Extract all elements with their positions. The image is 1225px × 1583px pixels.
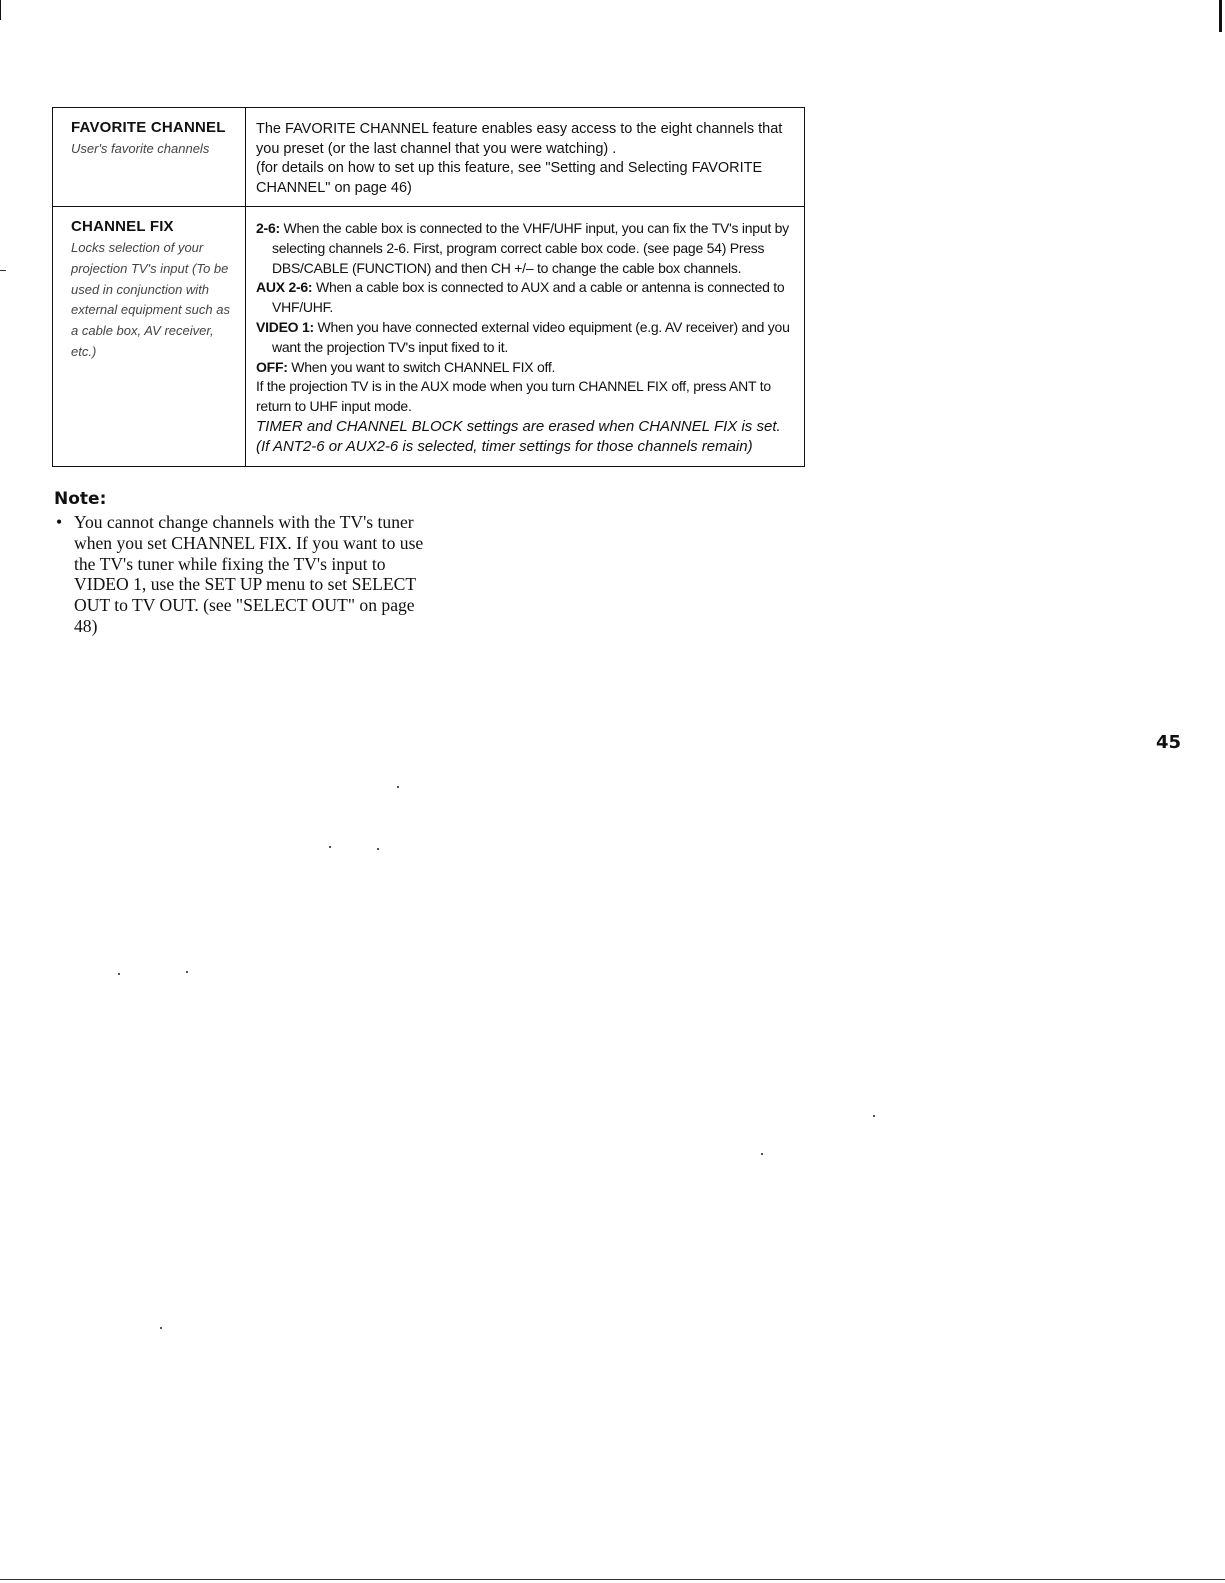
option-item bbox=[256, 318, 796, 358]
option-key: OFF: bbox=[256, 358, 288, 375]
option-item bbox=[256, 278, 796, 318]
italic-warning: TIMER and CHANNEL BLOCK settings are erased when CHANNEL FIX is set. bbox=[256, 417, 781, 435]
feature-title: FAVORITE CHANNEL bbox=[71, 119, 226, 136]
feature-subtitle: Locks selection of your projection TV's input (To be used in conjunction with external equipment such as a cable box, AV receiver, etc.) bbox=[71, 240, 230, 359]
option-text: When you have connected external video equipment (e.g. AV receiver) and you want the projection TV's input fixed to it. bbox=[272, 318, 790, 355]
description-paragraph: The FAVORITE CHANNEL feature enables easy access to the eight channels that you preset (or the last channel that you were watching) . bbox=[256, 121, 783, 157]
scan-speck bbox=[873, 1115, 875, 1117]
scan-speck bbox=[377, 848, 379, 850]
scan-edge-mark bbox=[0, 270, 6, 271]
note-item bbox=[56, 512, 436, 637]
description-cell bbox=[246, 207, 805, 467]
page-number: 45 bbox=[1156, 732, 1182, 753]
description-note: If the projection TV is in the AUX mode when you turn CHANNEL FIX off, press ANT to return to UHF input mode. bbox=[256, 378, 771, 415]
option-item bbox=[256, 358, 796, 378]
scan-speck bbox=[118, 973, 120, 975]
italic-warning: (If ANT2-6 or AUX2-6 is selected, timer settings for those channels remain) bbox=[256, 438, 753, 456]
option-key: 2-6: bbox=[256, 220, 280, 236]
feature-table bbox=[52, 107, 805, 467]
feature-subtitle: User's favorite channels bbox=[71, 141, 210, 156]
note-text: You cannot change channels with the TV's tuner when you set CHANNEL FIX. If you want to use the TV's tuner while fixing the TV's input to VIDEO 1, use the SET UP menu to set SELECT OUT to TV OUT. (see "SELECT OUT" on page 48) bbox=[74, 512, 424, 636]
description-cell bbox=[246, 108, 805, 207]
option-item bbox=[256, 219, 796, 278]
table-row bbox=[53, 108, 805, 207]
scan-edge-mark bbox=[1219, 0, 1222, 32]
scan-speck bbox=[397, 786, 399, 788]
description-paragraph: (for details on how to set up this feature, see "Setting and Selecting FAVORITE CHANNEL" on page 46) bbox=[256, 160, 763, 196]
option-text: When a cable box is connected to AUX and a cable or antenna is connected to VHF/UHF. bbox=[272, 279, 785, 316]
option-key: VIDEO 1: bbox=[256, 318, 314, 335]
feature-title: CHANNEL FIX bbox=[71, 218, 174, 235]
bullet-icon: • bbox=[56, 512, 63, 532]
table-row bbox=[53, 207, 805, 467]
scan-edge-mark bbox=[0, 0, 1, 20]
scan-speck bbox=[329, 846, 331, 848]
scan-speck bbox=[160, 1327, 162, 1329]
option-key: AUX 2-6: bbox=[256, 279, 313, 296]
scan-speck bbox=[186, 971, 188, 973]
note-heading: Note: bbox=[54, 489, 107, 509]
scan-bottom-edge bbox=[0, 1579, 1225, 1580]
option-text: When the cable box is connected to the VHF/UHF input, you can fix the TV's input by selecting channels 2-6. First, program correct cable box code. (see page 54) Press DBS/CABLE (FUNCTION) and then CH +/– to change the cable box channels. bbox=[272, 220, 789, 276]
label-cell bbox=[53, 207, 246, 467]
scan-speck bbox=[761, 1153, 763, 1155]
option-text: When you want to switch CHANNEL FIX off. bbox=[291, 358, 556, 375]
label-cell bbox=[53, 108, 246, 207]
